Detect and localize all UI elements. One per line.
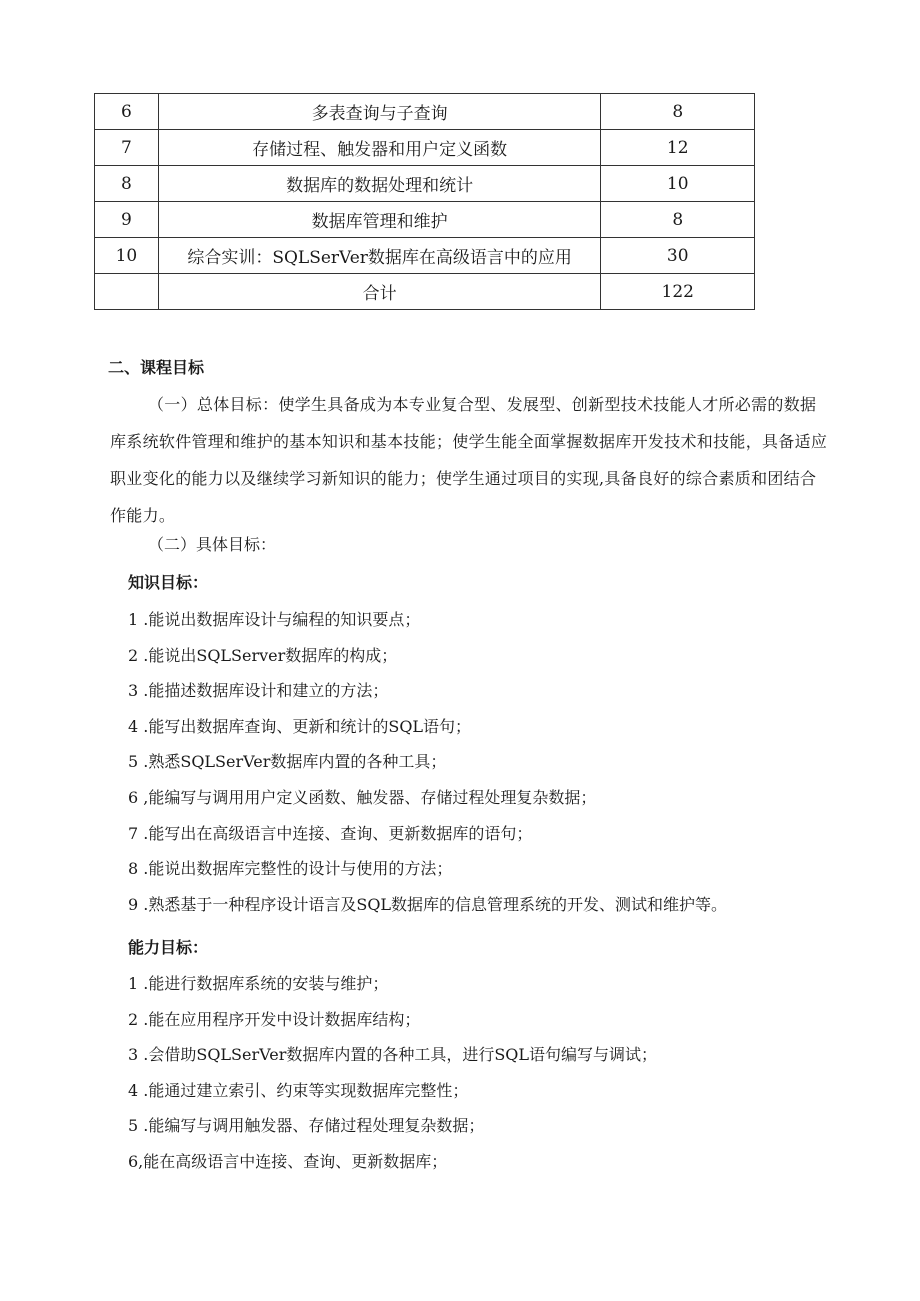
knowledge-objectives-list — [128, 602, 727, 922]
table-row — [95, 130, 755, 166]
list-item: 9 .熟悉基于一种程序设计语言及SQL数据库的信息管理系统的开发、测试和维护等。 — [128, 894, 728, 914]
list-item: 4 .能写出数据库查询、更新和统计的SQL语句； — [128, 716, 472, 736]
row-number: 9 — [95, 202, 159, 238]
list-item: 7 .能写出在高级语言中连接、查询、更新数据库的语句； — [128, 823, 533, 843]
list-item: 5 .熟悉SQLSerVer数据库内置的各种工具； — [128, 752, 447, 772]
knowledge-objectives-label: 知识目标： — [128, 573, 209, 592]
row-topic: 存储过程、触发器和用户定义函数 — [158, 130, 601, 166]
row-topic: 数据库管理和维护 — [158, 202, 601, 238]
course-hours-table — [94, 93, 755, 310]
row-hours: 30 — [601, 238, 755, 274]
row-topic: 多表查询与子查询 — [158, 94, 601, 130]
row-topic: 数据库的数据处理和统计 — [158, 166, 601, 202]
table-row — [95, 94, 755, 130]
ability-objectives-list — [128, 966, 657, 1180]
row-number: 6 — [95, 94, 159, 130]
table-total-row — [95, 274, 755, 310]
row-hours: 8 — [601, 94, 755, 130]
list-item: 1 .能进行数据库系统的安装与维护； — [128, 974, 389, 993]
list-item: 1 .能说出数据库设计与编程的知识要点； — [128, 610, 421, 629]
overall-objective-paragraph: （一）总体目标：使学生具备成为本专业复合型、发展型、创新型技术技能人才所必需的数据库系统软件管理和维护的基本知识和基本技能；使学生能全面掌握数据库开发技术和技能，具备适应职业变化的能力以及继续学习新知识的能力；使学生通过项目的实现,具备良好的综合素质和团结合作能力。 — [110, 395, 828, 525]
total-label: 合计 — [158, 274, 601, 310]
list-item: 3 .能描述数据库设计和建立的方法； — [128, 681, 389, 701]
row-number: 10 — [95, 238, 159, 274]
row-number — [95, 274, 159, 310]
list-item: 6 ,能编写与调用用户定义函数、触发器、存储过程处理复杂数据； — [128, 787, 597, 807]
table-row — [95, 166, 755, 202]
specific-objective-heading: （二）具体目标： — [148, 535, 277, 554]
row-hours: 10 — [601, 166, 755, 202]
row-number: 8 — [95, 166, 159, 202]
row-hours: 12 — [601, 130, 755, 166]
row-number: 7 — [95, 130, 159, 166]
table-row — [95, 238, 755, 274]
ability-objectives-label: 能力目标： — [128, 938, 209, 957]
list-item: 5 .能编写与调用触发器、存储过程处理复杂数据； — [128, 1116, 485, 1136]
row-hours: 8 — [601, 202, 755, 238]
row-topic: 综合实训：SQLSerVer数据库在高级语言中的应用 — [158, 238, 601, 274]
list-item: 2 .能在应用程序开发中设计数据库结构； — [128, 1009, 421, 1029]
table-row — [95, 202, 755, 238]
list-item: 3 .会借助SQLSerVer数据库内置的各种工具，进行SQL语句编写与调试； — [128, 1045, 658, 1065]
section-heading: 二、课程目标 — [108, 358, 205, 377]
list-item: 8 .能说出数据库完整性的设计与使用的方法； — [128, 859, 453, 879]
list-item: 2 .能说出SQLServer数据库的构成； — [128, 645, 398, 665]
total-hours: 122 — [601, 274, 755, 310]
list-item: 4 .能通过建立索引、约束等实现数据库完整性； — [128, 1080, 469, 1100]
list-item: 6,能在高级语言中连接、查询、更新数据库； — [128, 1151, 448, 1171]
